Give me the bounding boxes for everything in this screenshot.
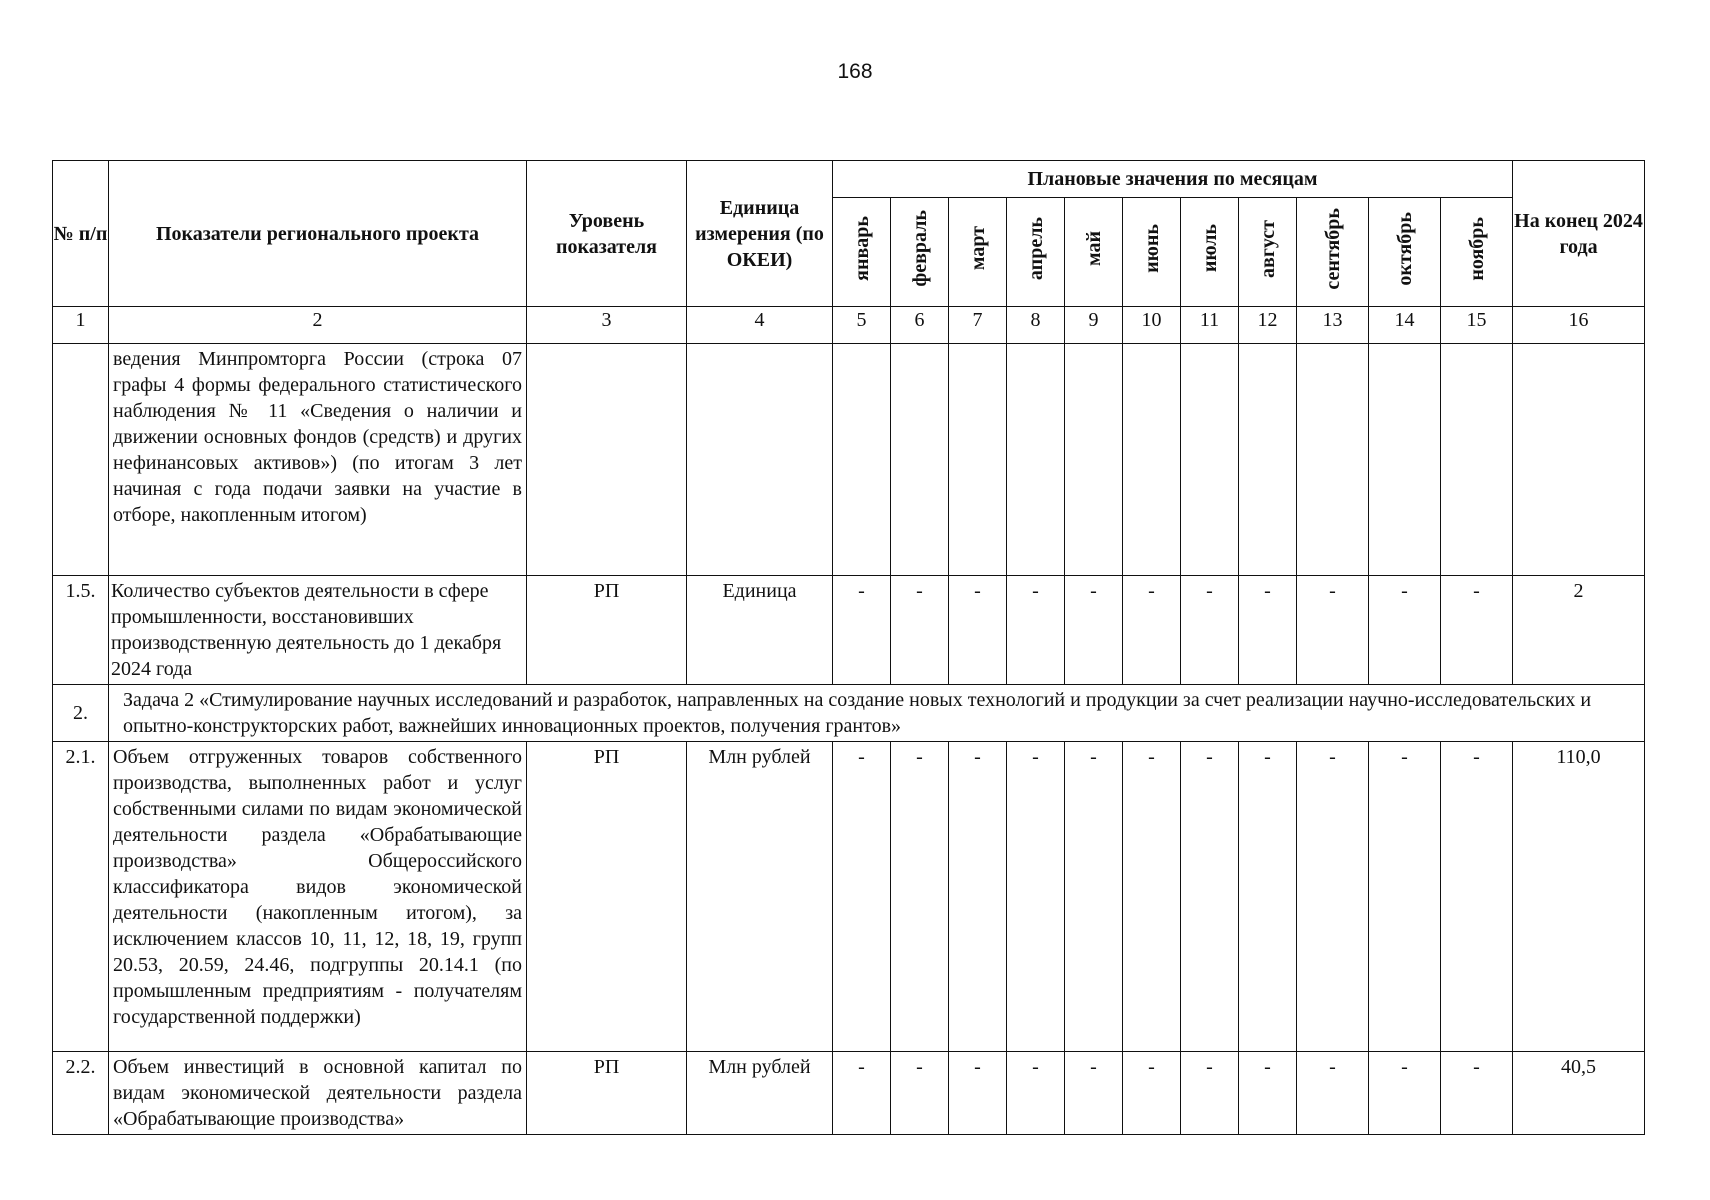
header-month-label: март — [966, 226, 989, 271]
header-month — [1441, 198, 1513, 307]
month-value: - — [1181, 1052, 1239, 1135]
month-value: - — [1297, 1052, 1369, 1135]
month-value: - — [1369, 742, 1441, 1052]
header-month — [1181, 198, 1239, 307]
indicators-table — [52, 160, 1645, 1135]
column-number: 5 — [833, 307, 891, 344]
header-month-label: май — [1082, 230, 1105, 266]
column-number: 16 — [1513, 307, 1645, 344]
header-month — [891, 198, 949, 307]
row-number: 1.5. — [53, 576, 109, 685]
task-title: Задача 2 «Стимулирование научных исследований и разработок, направленных на создание новых технологий и продукции за счет реализации научно-исследовательских и опытно-конструкторских работ, важнейших инновационных проектов, получения грантов» — [109, 685, 1645, 742]
column-number: 11 — [1181, 307, 1239, 344]
header-month — [1065, 198, 1123, 307]
month-value: - — [1065, 576, 1123, 685]
month-value: - — [1441, 576, 1513, 685]
month-value: - — [1297, 742, 1369, 1052]
header-month-label: август — [1256, 219, 1279, 278]
header-planned-values: Плановые значения по месяцам — [833, 161, 1513, 198]
header-level: Уровень показателя — [527, 161, 687, 307]
indicator-unit: Млн рублей — [687, 1052, 833, 1135]
table-row — [53, 742, 1645, 1052]
header-month-label: февраль — [908, 210, 931, 287]
page-number: 168 — [837, 60, 873, 83]
header-month-label: апрель — [1024, 216, 1047, 281]
task-row — [53, 685, 1645, 742]
month-value: - — [891, 742, 949, 1052]
header-month — [1007, 198, 1065, 307]
month-value: - — [833, 742, 891, 1052]
month-value — [1239, 344, 1297, 576]
month-value: - — [1123, 576, 1181, 685]
column-number: 15 — [1441, 307, 1513, 344]
header-indicator: Показатели регионального проекта — [109, 161, 527, 307]
month-value — [1065, 344, 1123, 576]
month-value: - — [1007, 576, 1065, 685]
month-value: - — [1239, 1052, 1297, 1135]
column-number: 12 — [1239, 307, 1297, 344]
header-month-label: июль — [1198, 224, 1221, 273]
indicator-unit — [687, 344, 833, 576]
month-value: - — [891, 576, 949, 685]
indicator-level: РП — [527, 576, 687, 685]
month-value: - — [833, 1052, 891, 1135]
month-value: - — [891, 1052, 949, 1135]
column-number: 4 — [687, 307, 833, 344]
month-value: - — [1123, 1052, 1181, 1135]
header-month — [949, 198, 1007, 307]
header-num: № п/п — [53, 161, 109, 307]
row-number: 2.2. — [53, 1052, 109, 1135]
month-value — [949, 344, 1007, 576]
column-number: 6 — [891, 307, 949, 344]
table-row — [53, 576, 1645, 685]
month-value: - — [1441, 1052, 1513, 1135]
month-value: - — [1065, 742, 1123, 1052]
row-number — [53, 344, 109, 576]
indicator-level: РП — [527, 1052, 687, 1135]
header-month-label: ноябрь — [1465, 216, 1488, 281]
month-value: - — [1369, 576, 1441, 685]
row-number: 2.1. — [53, 742, 109, 1052]
column-number: 7 — [949, 307, 1007, 344]
month-value — [891, 344, 949, 576]
month-value: - — [1065, 1052, 1123, 1135]
month-value — [1441, 344, 1513, 576]
column-number: 1 — [53, 307, 109, 344]
month-value: - — [949, 742, 1007, 1052]
column-number: 2 — [109, 307, 527, 344]
month-value — [1181, 344, 1239, 576]
header-month — [1239, 198, 1297, 307]
month-value: - — [1181, 576, 1239, 685]
indicator-text: Количество субъектов деятельности в сфере промышленности, восстановивших производственную деятельность до 1 декабря 2024 года — [109, 576, 527, 685]
month-value — [1369, 344, 1441, 576]
header-month — [1123, 198, 1181, 307]
month-value: - — [1369, 1052, 1441, 1135]
table-row — [53, 1052, 1645, 1135]
indicator-text: ведения Минпромторга России (строка 07 графы 4 формы федерального статистического наблюдения № 11 «Сведения о наличии и движении основных фондов (средств) и других нефинансовых активов») (по итогам 3 лет начиная с года подачи заявки на участие в отборе, накопленным итогом) — [109, 344, 527, 576]
header-month-label: октябрь — [1393, 211, 1416, 286]
end-value: 110,0 — [1513, 742, 1645, 1052]
indicator-text: Объем инвестиций в основной капитал по видам экономической деятельности раздела «Обрабатывающие производства» — [109, 1052, 527, 1135]
month-value: - — [1123, 742, 1181, 1052]
task-number: 2. — [53, 685, 109, 742]
month-value: - — [1007, 1052, 1065, 1135]
month-value: - — [1441, 742, 1513, 1052]
header-month — [1369, 198, 1441, 307]
month-value: - — [949, 1052, 1007, 1135]
month-value: - — [1007, 742, 1065, 1052]
month-value — [1297, 344, 1369, 576]
header-unit: Единица измерения (по ОКЕИ) — [687, 161, 833, 307]
month-value — [1123, 344, 1181, 576]
column-number: 14 — [1369, 307, 1441, 344]
end-value: 2 — [1513, 576, 1645, 685]
header-month — [833, 198, 891, 307]
column-number: 9 — [1065, 307, 1123, 344]
header-month-label: июнь — [1140, 224, 1163, 273]
month-value — [833, 344, 891, 576]
header-month-label: январь — [850, 216, 873, 281]
month-value: - — [949, 576, 1007, 685]
indicator-text: Объем отгруженных товаров собственного производства, выполненных работ и услуг собственными силами по видам экономической деятельности раздела «Обрабатывающие производства» Общероссийского классификатора видов экономической деятельности (накопленным итогом), за исключением классов 10, 11, 12, 18, 19, групп 20.53, 20.59, 24.46, подгруппы 20.14.1 (по промышленным предприятиям - получателям государственной поддержки) — [109, 742, 527, 1052]
month-value: - — [1181, 742, 1239, 1052]
table-row — [53, 344, 1645, 576]
column-number: 3 — [527, 307, 687, 344]
month-value: - — [833, 576, 891, 685]
indicator-unit: Единица — [687, 576, 833, 685]
month-value: - — [1239, 576, 1297, 685]
month-value: - — [1297, 576, 1369, 685]
end-value — [1513, 344, 1645, 576]
column-number: 8 — [1007, 307, 1065, 344]
column-numbers-row — [53, 307, 1645, 344]
header-month-label: сентябрь — [1321, 207, 1344, 290]
column-number: 13 — [1297, 307, 1369, 344]
header-end-of-year: На конец 2024 года — [1513, 161, 1645, 307]
month-value — [1007, 344, 1065, 576]
header-month — [1297, 198, 1369, 307]
indicator-unit: Млн рублей — [687, 742, 833, 1052]
header-row-1 — [53, 161, 1645, 198]
indicator-level: РП — [527, 742, 687, 1052]
column-number: 10 — [1123, 307, 1181, 344]
end-value: 40,5 — [1513, 1052, 1645, 1135]
indicator-level — [527, 344, 687, 576]
month-value: - — [1239, 742, 1297, 1052]
